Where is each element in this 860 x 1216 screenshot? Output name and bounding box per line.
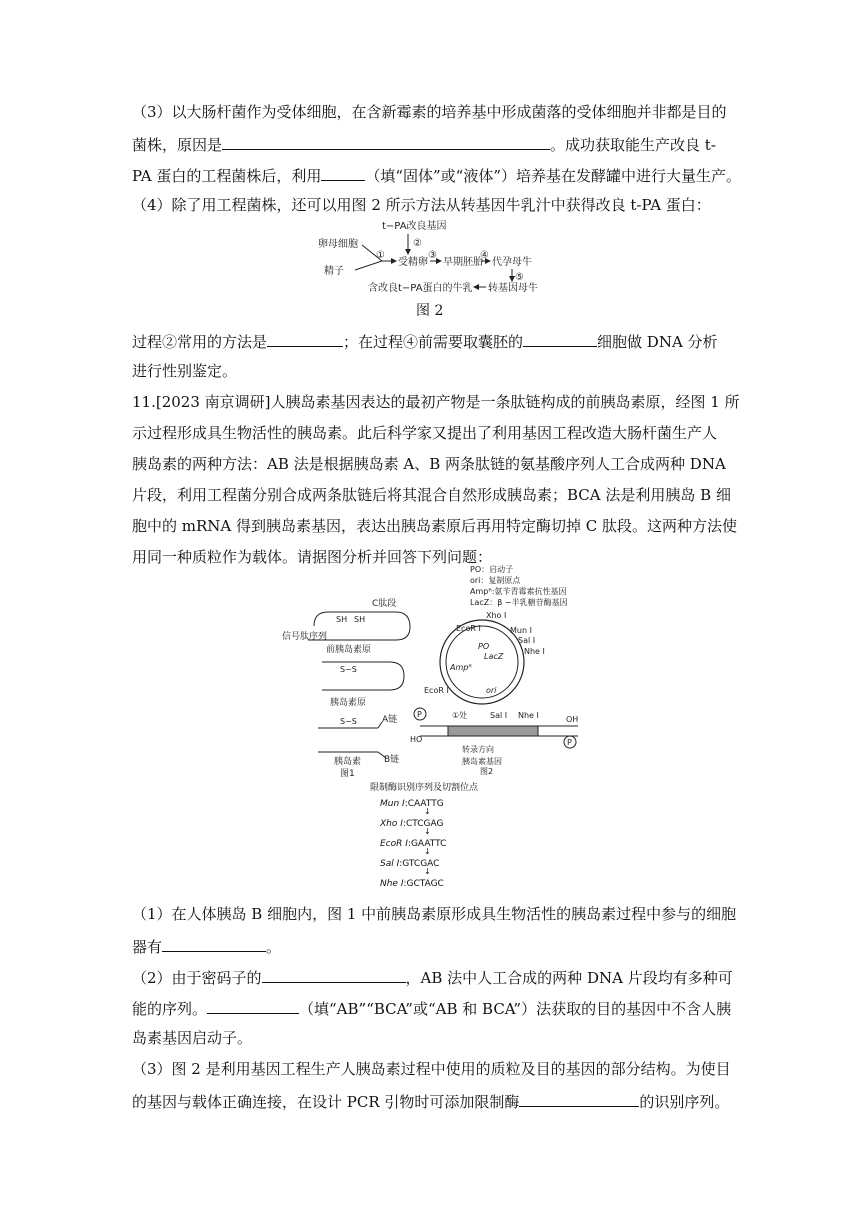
- ho-label: HO: [410, 735, 423, 744]
- enzyme-name: EcoR Ⅰ: [380, 839, 408, 849]
- phosphate-label-left: P: [417, 710, 422, 719]
- q3-line-2: 菌株，原因是 。成功获取能生产改良 t-: [132, 133, 716, 155]
- step-2-label: ②: [413, 238, 422, 249]
- gene-sal-label: Sal Ⅰ: [490, 711, 508, 720]
- q11-line-5: 胞中的 mRNA 得到胰岛素基因，表达出胰岛素原后再用特定酶切掉 C 肽段。这两种方法使: [132, 517, 738, 535]
- figure-1-caption: 图1: [340, 769, 355, 779]
- sperm-label: 精子: [324, 266, 344, 277]
- enzyme-name: Xho Ⅰ: [380, 819, 403, 829]
- enzyme-name: Nhe Ⅰ: [380, 879, 404, 889]
- down-arrow-icon: ↓: [424, 807, 431, 816]
- answer-blank[interactable]: [519, 1090, 639, 1107]
- sh-label-2: SH: [354, 615, 366, 624]
- lacz-label: LacZ: [484, 652, 504, 661]
- early-embryo-label: 早期胚胎: [443, 257, 483, 268]
- step-4-label: ④: [480, 250, 489, 261]
- insulin-gene-region: [448, 726, 538, 736]
- answer-blank[interactable]: [321, 164, 365, 181]
- legend-lacz: LacZ：β −半乳糖苷酶基因: [470, 598, 568, 607]
- transgenic-cow-label: 转基因母牛: [488, 283, 538, 294]
- enzyme-name: Sal Ⅰ: [380, 859, 400, 869]
- enzyme-row: [380, 817, 520, 837]
- phosphate-label-right: P: [567, 738, 572, 747]
- step-3-label: ③: [428, 250, 437, 261]
- q11-line-1: 11.[2023 南京调研]人胰岛素基因表达的最初产物是一条肽链构成的前胰岛素原，经图 1 所: [132, 393, 740, 411]
- q11-line-4: 片段，利用工程菌分别合成两条肽链后将其混合自然形成胰岛素；BCA 法是利用胰岛 B 细: [132, 486, 731, 504]
- xho-site-label: Xho Ⅰ: [486, 611, 507, 620]
- enzyme-sequence: :CAATTG: [404, 799, 444, 809]
- ori-label: ori: [486, 686, 497, 695]
- site-1-label: ①处: [452, 711, 468, 720]
- egg-cell-label: 卵母细胞: [318, 239, 358, 250]
- enzyme-sequence: :CTCGAG: [402, 819, 444, 829]
- ecor-site-bottom-label: EcoR Ⅰ: [424, 686, 449, 695]
- nhe-site-label: Nhe Ⅰ: [524, 647, 545, 656]
- signal-peptide-label: 信号肽序列: [282, 632, 328, 642]
- enzyme-table: [370, 780, 520, 897]
- q11-line-3: 胰岛素的两种方法：AB 法是根据胰岛素 A、B 两条肽链的氨基酸序列人工合成两种 DNA: [132, 455, 726, 473]
- enzyme-row: [380, 837, 520, 857]
- q11-line-2: 示过程形成具生物活性的胰岛素。此后科学家又提出了利用基因工程改造大肠杆菌生产人: [132, 424, 718, 442]
- figure-2b-caption: 图2: [480, 767, 494, 776]
- enzyme-row: [380, 877, 520, 897]
- preproinsulin-label: 前胰岛素原: [326, 645, 372, 655]
- amp-label: Ampᴿ: [450, 663, 472, 672]
- enzyme-sequence: :GTCGAC: [399, 859, 440, 869]
- enzyme-sequence: :GAATTC: [407, 839, 447, 849]
- plasmid-diagram: [420, 562, 590, 707]
- sub2-line-1: （2）由于密码子的 ，AB 法中人工合成的两种 DNA 片段均有多种可: [132, 966, 733, 988]
- legend-po: PO：启动子: [470, 565, 514, 574]
- legend-ori: ori：复制原点: [470, 576, 521, 585]
- oh-label: OH: [566, 715, 579, 724]
- q3-line-3: PA 蛋白的工程菌株后，利用 （填“固体”或“液体”）培养基在发酵罐中进行大量生产。: [132, 164, 741, 186]
- sub1-line-1: （1）在人体胰岛 B 细胞内，图 1 中前胰岛素原形成具生物活性的胰岛素过程中参与的细胞: [132, 905, 737, 923]
- answer-blank[interactable]: [207, 997, 299, 1014]
- step-1-label: ①: [376, 250, 385, 261]
- ecor-site-top-label: EcoR Ⅰ: [456, 624, 481, 633]
- figure-2-insulin-gene: [408, 704, 588, 776]
- disulfide-label-1: S−S: [340, 665, 357, 674]
- tpa-gene-label: t−PA改良基因: [382, 221, 447, 232]
- mun-site-label: Mun Ⅰ: [510, 626, 532, 635]
- sub3-line-2: 的基因与载体正确连接，在设计 PCR 引物时可添加限制酶 的识别序列。: [132, 1090, 729, 1112]
- sh-label-1: SH: [336, 615, 348, 624]
- q4-line-3: 进行性别鉴定。: [132, 362, 238, 380]
- sub1-line-2: 器有 。: [132, 935, 281, 957]
- c-peptide-label: C肽段: [372, 599, 397, 609]
- answer-blank[interactable]: [262, 966, 406, 983]
- a-chain-label: A链: [382, 715, 398, 725]
- b-chain-label: B链: [384, 755, 400, 765]
- figure-2-caption: 图 2: [416, 303, 444, 319]
- po-label: PO: [478, 642, 490, 651]
- answer-blank[interactable]: [162, 935, 266, 952]
- answer-blank[interactable]: [267, 330, 343, 347]
- answer-blank[interactable]: [523, 330, 597, 347]
- milk-label: 含改良t−PA蛋白的牛乳: [368, 283, 473, 294]
- step-5-label: ⑤: [515, 272, 524, 283]
- q4-line-2: 过程②常用的方法是 ；在过程④前需要取囊胚的 细胞做 DNA 分析: [132, 330, 718, 352]
- q3-line-1: （3）以大肠杆菌作为受体细胞，在含新霉素的培养基中形成菌落的受体细胞并非都是目的: [132, 103, 727, 121]
- down-arrow-icon: ↓: [424, 847, 431, 856]
- down-arrow-icon: ↓: [424, 867, 431, 876]
- sal-site-label: Sal Ⅰ: [518, 636, 536, 645]
- down-arrow-icon: ↓: [424, 827, 431, 836]
- fertilized-egg-label: 受精卵: [398, 257, 428, 268]
- q4-line-1: （4）除了用工程菌株，还可以用图 2 所示方法从转基因牛乳汁中获得改良 t-PA 蛋白：: [132, 196, 711, 214]
- insulin-gene-label: 胰岛素基因: [462, 757, 502, 766]
- gene-nhe-label: Nhe Ⅰ: [518, 711, 539, 720]
- legend-amp: Ampᴿ:氨苄青霉素抗性基因: [470, 587, 567, 596]
- answer-blank[interactable]: [222, 133, 550, 150]
- enzyme-row: [380, 857, 520, 877]
- transcription-direction-label: 转录方向: [462, 745, 494, 754]
- q11-line-6: 用同一种质粒作为载体。请据图分析并回答下列问题：: [132, 548, 493, 566]
- sub2-line-2: 能的序列。 （填“AB”“BCA”或“AB 和 BCA”）法获取的目的基因中不含人胰: [132, 997, 731, 1019]
- disulfide-label-2: S−S: [340, 717, 357, 726]
- sub3-line-1: （3）图 2 是利用基因工程生产人胰岛素过程中使用的质粒及目的基因的部分结构。为使目: [132, 1060, 731, 1078]
- figure-1-insulin-processing: [278, 592, 418, 782]
- enzyme-table-title: 限制酶识别序列及切割位点: [370, 783, 479, 793]
- enzyme-sequence: :GCTAGC: [403, 879, 444, 889]
- proinsulin-label: 胰岛素原: [330, 698, 367, 708]
- enzyme-row: [380, 797, 520, 817]
- insulin-label: 胰岛素: [334, 757, 362, 767]
- sub2-line-3: 岛素基因启动子。: [132, 1029, 253, 1047]
- enzyme-name: Mun Ⅰ: [380, 799, 405, 809]
- surrogate-cow-label: 代孕母牛: [492, 257, 532, 268]
